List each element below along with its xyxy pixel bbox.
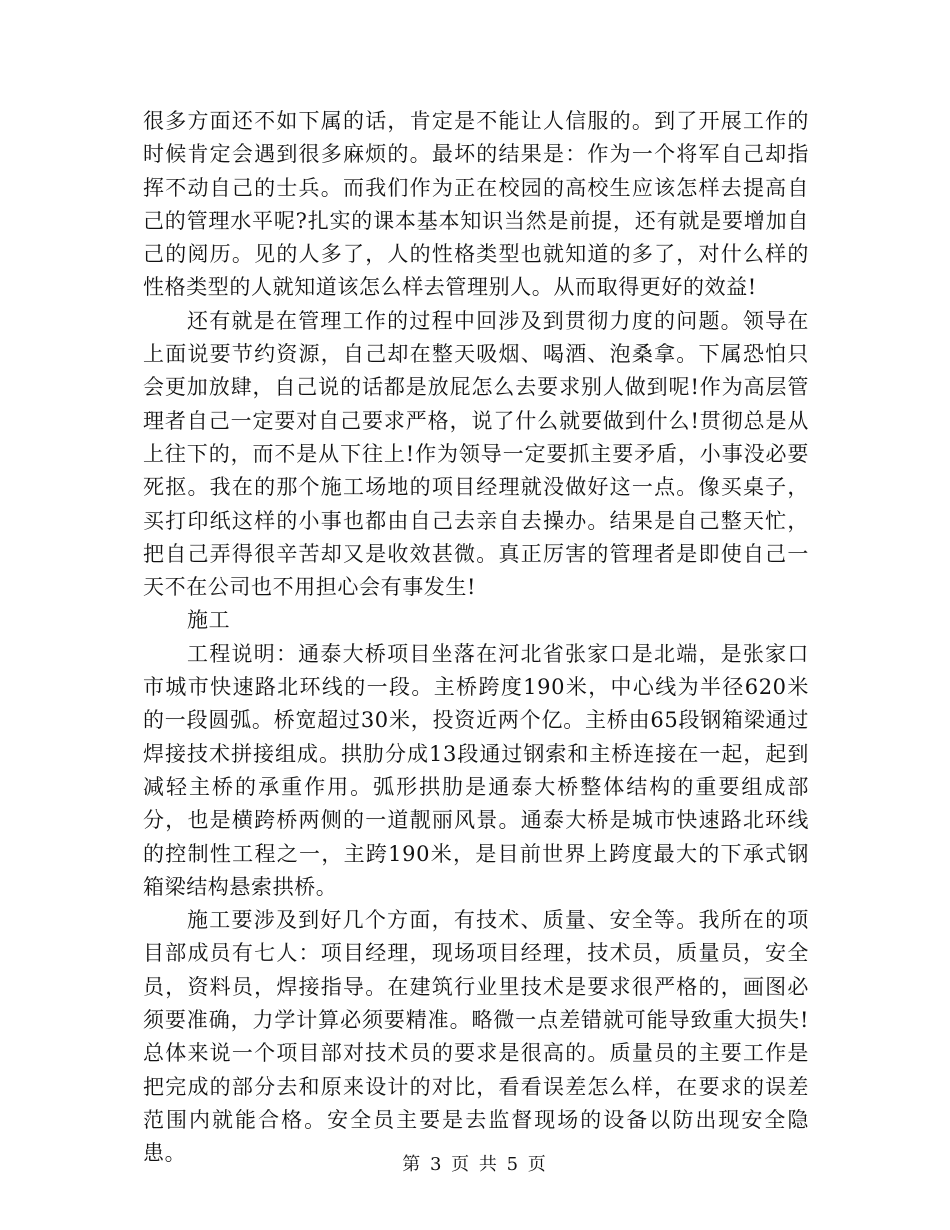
paragraph-construction-team: 施工要涉及到好几个方面，有技术、质量、安全等。我所在的项目部成员有七人：项目经理，现场项目经理，技术员，质量员，安全员，资料员，焊接指导。在建筑行业里技术是要求很严格的，画图必须要准确，力学计算必须要精准。略微一点差错就可能导致重大损失!总体来说一个项目部对技术员的要求是很高的。质量员的主要工作是把完成的部分去和原来设计的对比，看看误差怎么样，在要求的误差范围内就能合格。安全员主要是去监督现场的设备以防出现安全隐患。 bbox=[143, 908, 809, 1166]
section-heading-construction: 施工 bbox=[187, 608, 231, 633]
document-body bbox=[143, 105, 809, 1171]
page-number-footer: 第 3 页 共 5 页 bbox=[402, 1154, 548, 1175]
paragraph-project-description: 工程说明：通泰大桥项目坐落在河北省张家口是北端，是张家口市城市快速路北环线的一段。主桥跨度190米，中心线为半径620米的一段圆弧。桥宽超过30米，投资近两个亿。主桥由65段钢箱梁通过焊接技术拼接组成。拱肋分成13段通过钢索和主桥连接在一起，起到减轻主桥的承重作用。弧形拱肋是通泰大桥整体结构的重要组成部分，也是横跨桥两侧的一道靓丽风景。通泰大桥是城市快速路北环线的控制性工程之一，主跨190米，是目前世界上跨度最大的下承式钢箱梁结构悬索拱桥。 bbox=[143, 641, 809, 899]
paragraph-1: 很多方面还不如下属的话，肯定是不能让人信服的。到了开展工作的时候肯定会遇到很多麻烦的。最坏的结果是：作为一个将军自己却指挥不动自己的士兵。而我们作为正在校园的高校生应该怎样去提高自己的管理水平呢?扎实的课本基本知识当然是前提，还有就是要增加自己的阅历。见的人多了，人的性格类型也就知道的多了，对什么样的性格类型的人就知道该怎么样去管理别人。从而取得更好的效益! bbox=[143, 109, 809, 300]
paragraph-2: 还有就是在管理工作的过程中回涉及到贯彻力度的问题。领导在上面说要节约资源，自己却在整天吸烟、喝酒、泡桑拿。下属恐怕只会更加放肆，自己说的话都是放屁怎么去要求别人做到呢!作为高层管理者自己一定要对自己要求严格，说了什么就要做到什么!贯彻总是从上往下的，而不是从下往上!作为领导一定要抓主要矛盾，小事没必要死抠。我在的那个施工场地的项目经理就没做好这一点。像买桌子，买打印纸这样的小事也都由自己去亲自去操办。结果是自己整天忙，把自己弄得很辛苦却又是收效甚微。真正厉害的管理者是即使自己一天不在公司也不用担心会有事发生! bbox=[143, 308, 809, 600]
